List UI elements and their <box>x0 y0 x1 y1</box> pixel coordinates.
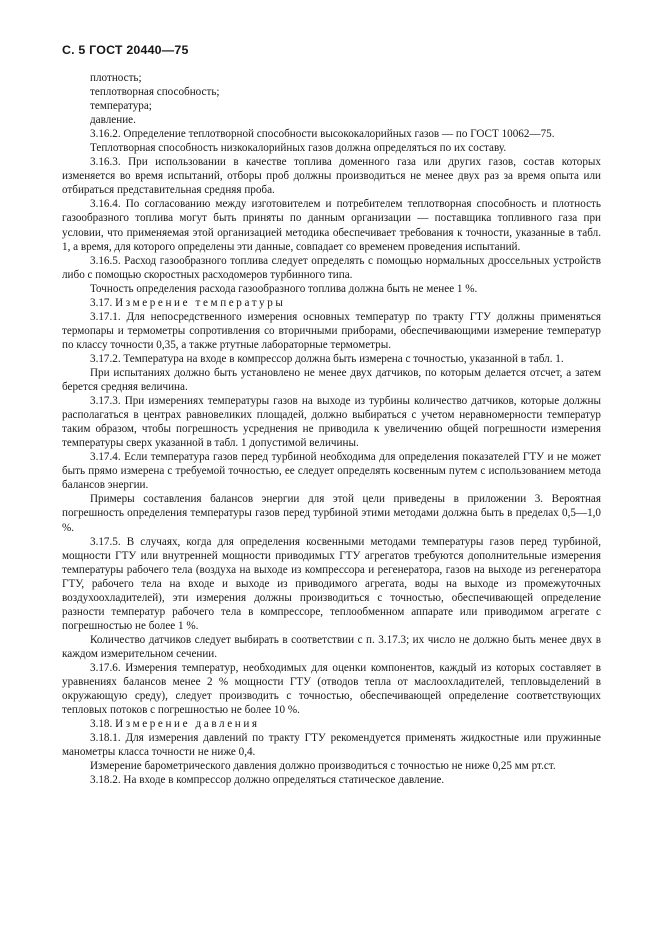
paragraph-p-low-calorific: Теплотворная способность низкокалорийных газов должна определяться по их составу. <box>90 142 507 155</box>
paragraph-p-3-16-2: 3.16.2. Определение теплотворной способности высококалорийных газов — по ГОСТ 10062—75. <box>90 128 555 141</box>
paragraph-p-3-16-5: 3.16.5. Расход газообразного топлива следует определять с помощью нормальных дроссельных устройств либо с помощью скоростных расходомеров турбинного типа. <box>62 254 601 281</box>
section-heading-h-3-17 <box>62 296 601 310</box>
paragraph-p-3-16-3: 3.16.3. При использовании в качестве топлива доменного газа или других газов, состав которых изменяется во время испытаний, отборы проб должны производиться не менее двух раз за время опыта или отбираться представительная средняя проба. <box>62 156 601 197</box>
paragraph-p-3-17-5: 3.17.5. В случаях, когда для определения косвенными методами температуры газов перед турбиной, мощности ГТУ или внутренней мощности приводимых ГТУ агрегатов требуются дополнительные измерения температуры рабочего тела (воздуха на выходе из компрессора и регенератора, газов на выходе из регенератора ГТУ, рабочего тела на входе и выходе из приводимого агрегата, воды на выходе из промежуточных воздухоохладителей), эти измерения должны производиться с точностью, обеспечивающей определение разности температур рабочего тела в компрессоре, теплообменном аппарате или приводимом агрегате с погрешностью не более 1 %. <box>62 535 601 632</box>
paragraph-item-pressure: давление. <box>90 114 136 127</box>
paragraph-p-3-17-2: 3.17.2. Температура на входе в компрессор должна быть измерена с точностью, указанной в табл. 1. <box>90 352 564 365</box>
page-header: С. 5 ГОСТ 20440—75 <box>62 43 189 57</box>
section-number: 3.17. <box>90 296 113 309</box>
paragraph-p-3-18-1: 3.18.1. Для измерения давлений по тракту ГТУ рекомендуется применять жидкостные или пружинные манометры класса точности не ниже 0,4. <box>62 732 601 759</box>
section-title: Измерение температуры <box>115 296 286 309</box>
paragraph-p-3-17-3: 3.17.3. При измерениях температуры газов на выходе из турбины количество датчиков, которые должны располагаться в центрах равновеликих площадей, должно выбираться с учетом неравномерности температур таким образом, чтобы погрешность усреднения не приводила к увеличению общей погрешности измерения температуры сверх указанной в табл. 1 допустимой величины. <box>62 395 601 450</box>
paragraph-p-3-17-6: 3.17.6. Измерения температур, необходимых для оценки компонентов, каждый из которых составляет в уравнениях балансов менее 2 % мощности ГТУ (отводов тепла от маслоохладителей, тепловыделений в окружающую среду), следует производить с точностью, обеспечивающей определение соответствующих тепловых потоков с погрешностью не более 10 %. <box>62 661 601 717</box>
paragraph-item-temperature: температура; <box>90 100 152 113</box>
paragraph-p-3-17-1: 3.17.1. Для непосредственного измерения основных температур по тракту ГТУ должны применяться термопары и термометры сопротивления со вторичными приборами, обеспечивающими измерение температур по классу точности 0,35, а также ртутные лабораторные термометры. <box>62 310 601 351</box>
section-heading-h-3-18 <box>62 717 601 731</box>
paragraph-p-sensors-count: Количество датчиков следует выбирать в соответствии с п. 3.17.3; их число не должно быть менее двух в каждом измерительном сечении. <box>62 633 601 660</box>
paragraph-p-3-18-2: 3.18.2. На входе в компрессор должно определяться статическое давление. <box>90 774 445 787</box>
paragraph-p-3-16-4: 3.16.4. По согласованию между изготовителем и потребителем теплотворная способность и плотность газообразного топлива могут быть приняты по данным организации — поставщика топливного газа при условии, что применяемая этой организацией методика обеспечивает требования к точности, указанные в табл. 1, а время, для которого определены эти данные, совпадает со временем проведения испытаний. <box>62 198 601 253</box>
paragraph-p-barometric: Измерение барометрического давления должно производиться с точностью не ниже 0,25 мм рт.ст. <box>90 760 556 773</box>
paragraph-item-density: плотность; <box>90 72 142 84</box>
paragraph-item-heating-value: теплотворная способность; <box>90 86 220 99</box>
section-title: Измерение давления <box>115 718 260 731</box>
paragraph-p-examples: Примеры составления балансов энергии для этой цели приведены в приложении 3. Вероятная погрешность определения температуры газов перед турбиной этими методами должна быть в пределах 0,5—1,0 %. <box>62 493 601 534</box>
section-number: 3.18. <box>90 718 113 731</box>
paragraph-p-sensors-two: При испытаниях должно быть установлено не менее двух датчиков, по которым делается отсчет, а затем берется средняя величина. <box>62 366 601 394</box>
paragraph-p-3-17-4: 3.17.4. Если температура газов перед турбиной необходима для определения показателей ГТУ и не может быть прямо измерена с требуемой точностью, ее следует определять косвенным путем с использованием метода балансов энергии. <box>62 451 601 492</box>
paragraph-p-flow-accuracy: Точность определения расхода газообразного топлива должна быть не менее 1 %. <box>90 282 478 295</box>
document-body <box>62 71 601 787</box>
